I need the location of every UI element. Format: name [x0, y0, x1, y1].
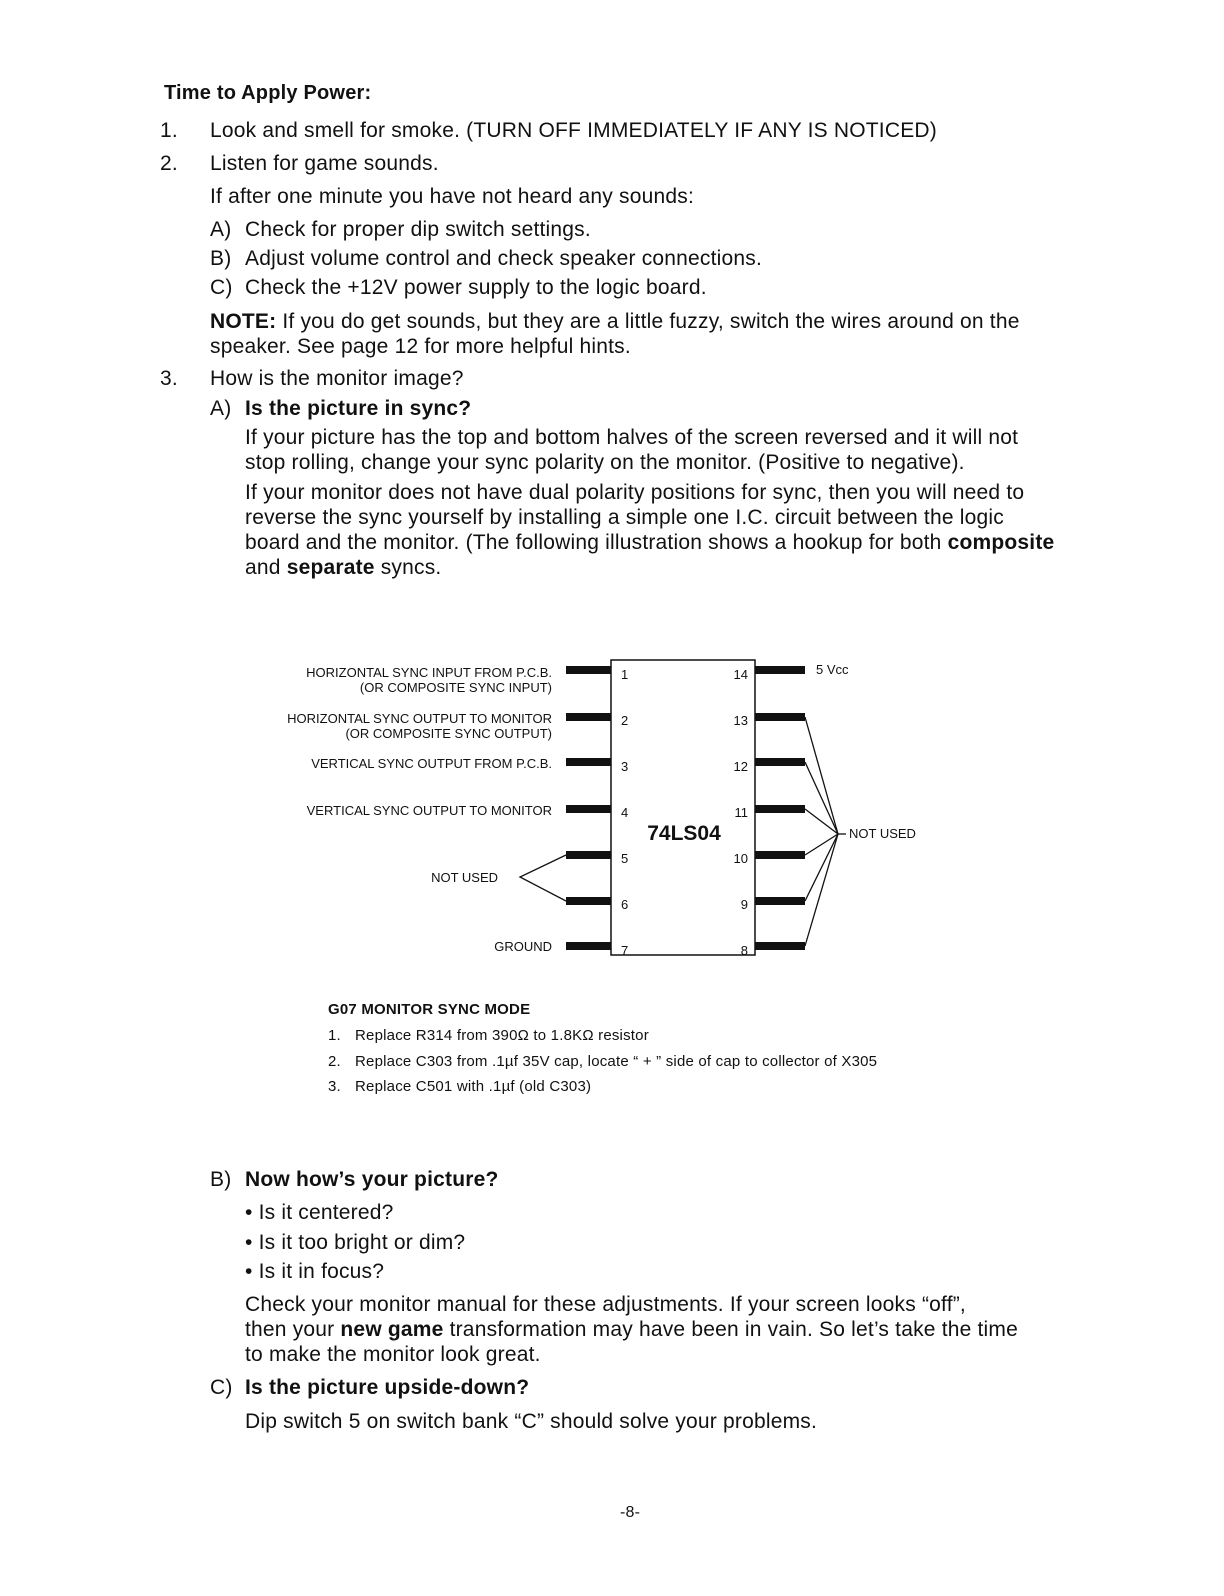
pin-number: 5 [621, 851, 629, 866]
step-2-item-letter: A) [210, 218, 232, 241]
g07-item-text: Replace C303 from .1µf 35V cap, locate “ + ” side of cap to collector of X305 [355, 1053, 878, 1070]
right-not-used-label: NOT USED [849, 826, 916, 841]
pin-number: 4 [621, 805, 629, 820]
section-b-bullet: • Is it too bright or dim? [245, 1231, 466, 1254]
pin-lead-2 [566, 713, 611, 721]
pin-lead-12 [755, 758, 805, 766]
right-not-used-connector [805, 717, 846, 946]
step-3-number: 3. [160, 367, 178, 390]
section-b-para-line: to make the monitor look great. [245, 1343, 541, 1366]
section-b-heading: Now how’s your picture? [245, 1168, 499, 1191]
vcc-label: 5 Vcc [816, 662, 849, 677]
section-b-letter: B) [210, 1168, 232, 1191]
left-not-used-connector [520, 855, 566, 901]
note-label: NOTE: [210, 310, 277, 333]
pin-number: 1 [621, 667, 629, 682]
pin-number: 7 [621, 943, 629, 958]
pin-number: 13 [733, 713, 748, 728]
g07-title: G07 MONITOR SYNC MODE [328, 1001, 531, 1018]
text-run: then your [245, 1318, 341, 1341]
text-run: board and the monitor. (The following illustration shows a hookup for both [245, 531, 948, 554]
pin-number: 2 [621, 713, 629, 728]
g07-item-number: 2. [328, 1053, 341, 1070]
pin-1-label-alt: (OR COMPOSITE SYNC INPUT) [359, 680, 552, 695]
section-c-heading: Is the picture upside-down? [245, 1376, 530, 1399]
step-2-item-letter: C) [210, 276, 233, 299]
section-b-bullet: • Is it in focus? [245, 1260, 385, 1283]
step-3a-para1-line: stop rolling, change your sync polarity on the monitor. (Positive to negative). [245, 451, 965, 474]
pin-1-label: HORIZONTAL SYNC INPUT FROM P.C.B. [306, 665, 552, 680]
pin-number: 10 [733, 851, 748, 866]
step-2-item-text: Adjust volume control and check speaker connections. [245, 247, 763, 270]
pin-lead-14 [755, 666, 805, 674]
ic-chip-label: 74LS04 [647, 822, 721, 845]
section-heading: Time to Apply Power: [164, 82, 372, 104]
step-2-item-letter: B) [210, 247, 232, 270]
bold-text-run: separate [286, 556, 375, 579]
section-b-para-line: Check your monitor manual for these adjustments. If your screen looks “off”, [245, 1293, 966, 1316]
step-2-subtext: If after one minute you have not heard any sounds: [210, 185, 694, 208]
pin-lead-13 [755, 713, 805, 721]
pin-lead-8 [755, 942, 805, 950]
text-run: transformation may have been in vain. So let’s take the time [443, 1318, 1018, 1341]
pin-lead-3 [566, 758, 611, 766]
step-3a-para2-line: If your monitor does not have dual polarity positions for sync, then you will need to [245, 481, 1025, 504]
ic-chip-body [611, 660, 755, 955]
section-b-para-line [245, 1317, 1018, 1343]
ground-label: GROUND [494, 939, 552, 954]
step-3a-para1-line: If your picture has the top and bottom halves of the screen reversed and it will not [245, 426, 1019, 449]
pin-number: 11 [734, 805, 748, 820]
section-c-letter: C) [210, 1376, 233, 1399]
pin-lead-10 [755, 851, 805, 859]
pin-lead-6 [566, 897, 611, 905]
g07-item-number: 1. [328, 1027, 341, 1044]
step-2-item-text: Check for proper dip switch settings. [245, 218, 591, 241]
left-not-used-label: NOT USED [431, 870, 498, 885]
pin-lead-1 [566, 666, 611, 674]
step-2-item-text: Check the +12V power supply to the logic board. [245, 276, 707, 299]
step-3a-letter: A) [210, 397, 232, 420]
page-number: -8- [620, 1504, 641, 1521]
bold-text-run: composite [947, 531, 1055, 554]
section-c-text: Dip switch 5 on switch bank “C” should solve your problems. [245, 1410, 818, 1433]
pin-2-label-alt: (OR COMPOSITE SYNC OUTPUT) [345, 726, 552, 741]
step-2-text: Listen for game sounds. [210, 152, 439, 175]
step-3-text: How is the monitor image? [210, 367, 464, 390]
pin-number: 3 [621, 759, 629, 774]
pin-lead-11 [755, 805, 805, 813]
pin-4-label: VERTICAL SYNC OUTPUT TO MONITOR [306, 803, 552, 818]
text-run: syncs. [374, 556, 442, 579]
pin-3-label: VERTICAL SYNC OUTPUT FROM P.C.B. [311, 756, 552, 771]
note-text: If you do get sounds, but they are a little fuzzy, switch the wires around on the [276, 310, 1020, 333]
note-line-2: speaker. See page 12 for more helpful hints. [210, 335, 631, 358]
pin-lead-4 [566, 805, 611, 813]
step-3a-heading: Is the picture in sync? [245, 397, 472, 420]
text-run: and [245, 556, 287, 579]
section-b-bullet: • Is it centered? [245, 1201, 394, 1224]
g07-item-text: Replace R314 from 390Ω to 1.8KΩ resistor [355, 1027, 649, 1044]
g07-item-number: 3. [328, 1078, 341, 1095]
bold-text-run: new game [340, 1318, 444, 1341]
g07-item-text: Replace C501 with .1µf (old C303) [355, 1078, 592, 1095]
step-2-number: 2. [160, 152, 178, 175]
pin-lead-7 [566, 942, 611, 950]
pin-lead-5 [566, 851, 611, 859]
pin-2-label: HORIZONTAL SYNC OUTPUT TO MONITOR [287, 711, 552, 726]
pin-number: 14 [733, 667, 748, 682]
pin-number: 8 [740, 943, 748, 958]
step-1-text: Look and smell for smoke. (TURN OFF IMMEDIATELY IF ANY IS NOTICED) [210, 119, 937, 142]
pin-lead-9 [755, 897, 805, 905]
step-1-number: 1. [160, 119, 178, 142]
pin-number: 9 [740, 897, 748, 912]
pin-number: 12 [733, 759, 748, 774]
step-3a-para2-line: reverse the sync yourself by installing a simple one I.C. circuit between the logic [245, 506, 1004, 529]
pin-number: 6 [621, 897, 629, 912]
